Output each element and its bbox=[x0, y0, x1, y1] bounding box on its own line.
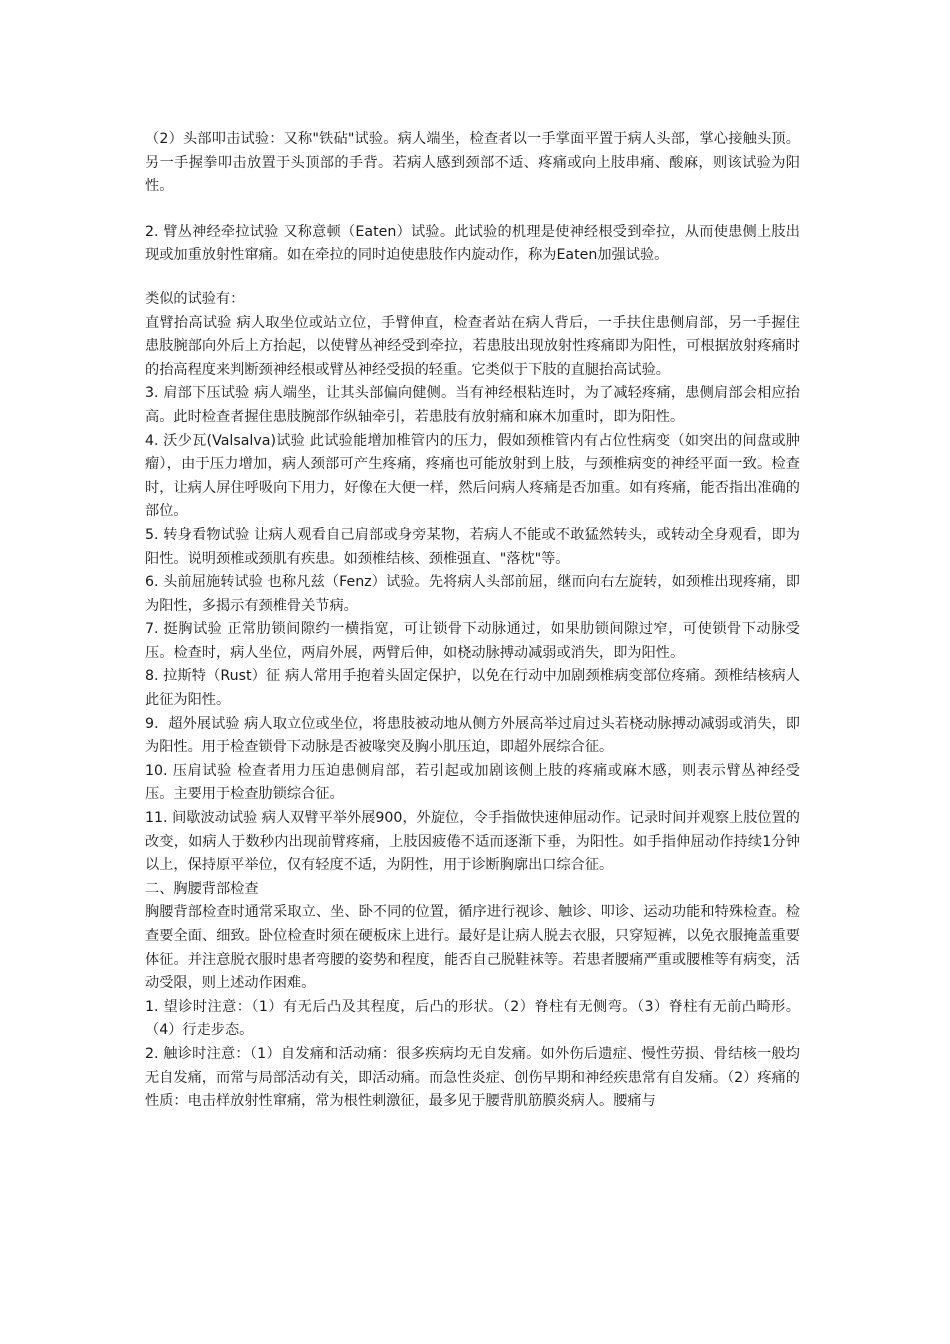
paragraph-straight-arm-raise-test: 直臂抬高试验 病人取坐位或站立位，手臂伸直，检查者站在病人背后，一手扶住患侧肩部，另一手握住患肢腕部向外后上方抬起，以使臂丛神经受到牵拉，若患肢出现放射性疼痛即为阳性，可根据放射疼痛时的抬高程度来判断颈神经根或臂丛神经受损的轻重。它类似于下肢的直腿抬高试验。 bbox=[145, 314, 800, 378]
paragraph-hyperabduction-test: 9．超外展试验 病人取立位或坐位，将患肢被动地从侧方外展高举过肩过头若桡动脉搏动减弱或消失，即为阳性。用于检查锁骨下动脉是否被喙突及胸小肌压迫，即超外展综合征。 bbox=[145, 715, 800, 756]
document-page bbox=[145, 128, 800, 1114]
paragraph-valsalva-test: 4. 沃少瓦(Valsalva)试验 此试验能增加椎管内的压力，假如颈椎管内有占位性病变（如突出的间盘或肿瘤），由于压力增加，病人颈部可产生疼痛，疼痛也可能放射到上肢，与颈椎病变的神经平面一致。检查时，让病人屏住呼吸向下用力，好像在大便一样，然后问病人疼痛是否加重。如有疼痛，能否指出准确的部位。 bbox=[145, 432, 800, 520]
paragraph-chest-out-test: 7. 挺胸试验 正常肋锁间隙约一横指宽，可让锁骨下动脉通过，如果肋锁间隙过窄，可使锁骨下动脉受压。检查时，病人坐位，两肩外展，两臂后伸，如桡动脉搏动减弱或消失，即为阳性。 bbox=[145, 621, 800, 661]
paragraph-intermittent-test: 11. 间歇波动试验 病人双臂平举外展900，外旋位，令手指做快速伸屈动作。记录时间并观察上肢位置的改变，如病人于数秒内出现前臂疼痛，上肢因疲倦不适而逐渐下垂，为阳性。如手指伸屈动作持续1分钟以上，保持原平举位，仅有轻度不适，为阴性，用于诊断胸廓出口综合征。 bbox=[145, 810, 800, 874]
paragraph-thoracolumbar-overview: 胸腰背部检查时通常采取立、坐、卧不同的位置，循序进行视诊、触诊、叩诊、运动功能和特殊检查。检查要全面、细致。卧位检查时须在硬板床上进行。最好是让病人脱去衣服，只穿短裤，以免衣服掩盖重要体征。并注意脱衣服时患者弯腰的姿势和程度，能否自己脱鞋袜等。若患者腰痛严重或腰椎等有病变，活动受限，则上述动作困难。 bbox=[145, 904, 800, 992]
paragraph-shoulder-press-down-test: 3. 肩部下压试验 病人端坐，让其头部偏向健侧。当有神经根粘连时，为了减轻疼痛，患侧肩部会相应抬高。此时检查者握住患肢腕部作纵轴牵引，若患肢有放射痛和麻木加重时，即为阳性。 bbox=[145, 385, 800, 425]
paragraph-turn-look-test: 5. 转身看物试验 让病人观看自己肩部或身旁某物，若病人不能或不敢猛然转头，或转动全身观看，即为阳性。说明颈椎或颈肌有疾患。如颈椎结核、颈椎强直、"落枕"等。 bbox=[145, 526, 800, 567]
section-heading-thoracolumbar: 二、胸腰背部检查 bbox=[145, 880, 259, 897]
paragraph-shoulder-compression-test: 10. 压肩试验 检查者用力压迫患侧肩部，若引起或加剧该侧上肢的疼痛或麻木感，则表示臂丛神经受压。主要用于检查肋锁综合征。 bbox=[145, 762, 800, 803]
paragraph-rust-sign: 8. 拉斯特（Rust）征 病人常用手抱着头固定保护，以免在行动中加剧颈椎病变部位疼痛。颈椎结核病人此征为阳性。 bbox=[145, 668, 800, 709]
paragraph-brachial-plexus-test: 2. 臂丛神经牵拉试验 又称意顿（Eaten）试验。此试验的机理是使神经根受到牵拉，从而使患侧上肢出现或加重放射性窜痛。如在牵拉的同时迫使患肢作内旋动作，称为Eaten加强试验。 bbox=[145, 223, 800, 264]
paragraph-palpation-notes: 2. 触诊时注意：（1）自发痛和活动痛：很多疾病均无自发痛。如外伤后遗症、慢性劳损、骨结核一般均无自发痛，而常与局部活动有关，即活动痛。而急性炎症、创伤早期和神经疾患常有自发痛。（2）疼痛的性质：电击样放射性窜痛，常为根性刺激征，最多见于腰背肌筋膜炎病人。腰痛与 bbox=[145, 1045, 800, 1110]
paragraph-inspection-notes: 1. 望诊时注意：（1）有无后凸及其程度，后凸的形状。（2）脊柱有无侧弯。（3）脊柱有无前凸畸形。（4）行走步态。 bbox=[145, 998, 800, 1039]
paragraph-fenz-test: 6. 头前屈施转试验 也称凡兹（Fenz）试验。先将病人头部前屈，继而向右左旋转，如颈椎出现疼痛，即为阳性，多揭示有颈椎骨关节病。 bbox=[145, 574, 800, 614]
paragraph-similar-tests-heading: 类似的试验有： bbox=[145, 290, 245, 307]
paragraph-head-percussion-test: （2）头部叩击试验：又称"铁砧"试验。病人端坐，检查者以一手掌面平置于病人头部，掌心接触头顶。另一手握拳叩击放置于头顶部的手背。若病人感到颈部不适、疼痛或向上肢串痛、酸麻，则该试验为阳性。 bbox=[145, 131, 800, 195]
